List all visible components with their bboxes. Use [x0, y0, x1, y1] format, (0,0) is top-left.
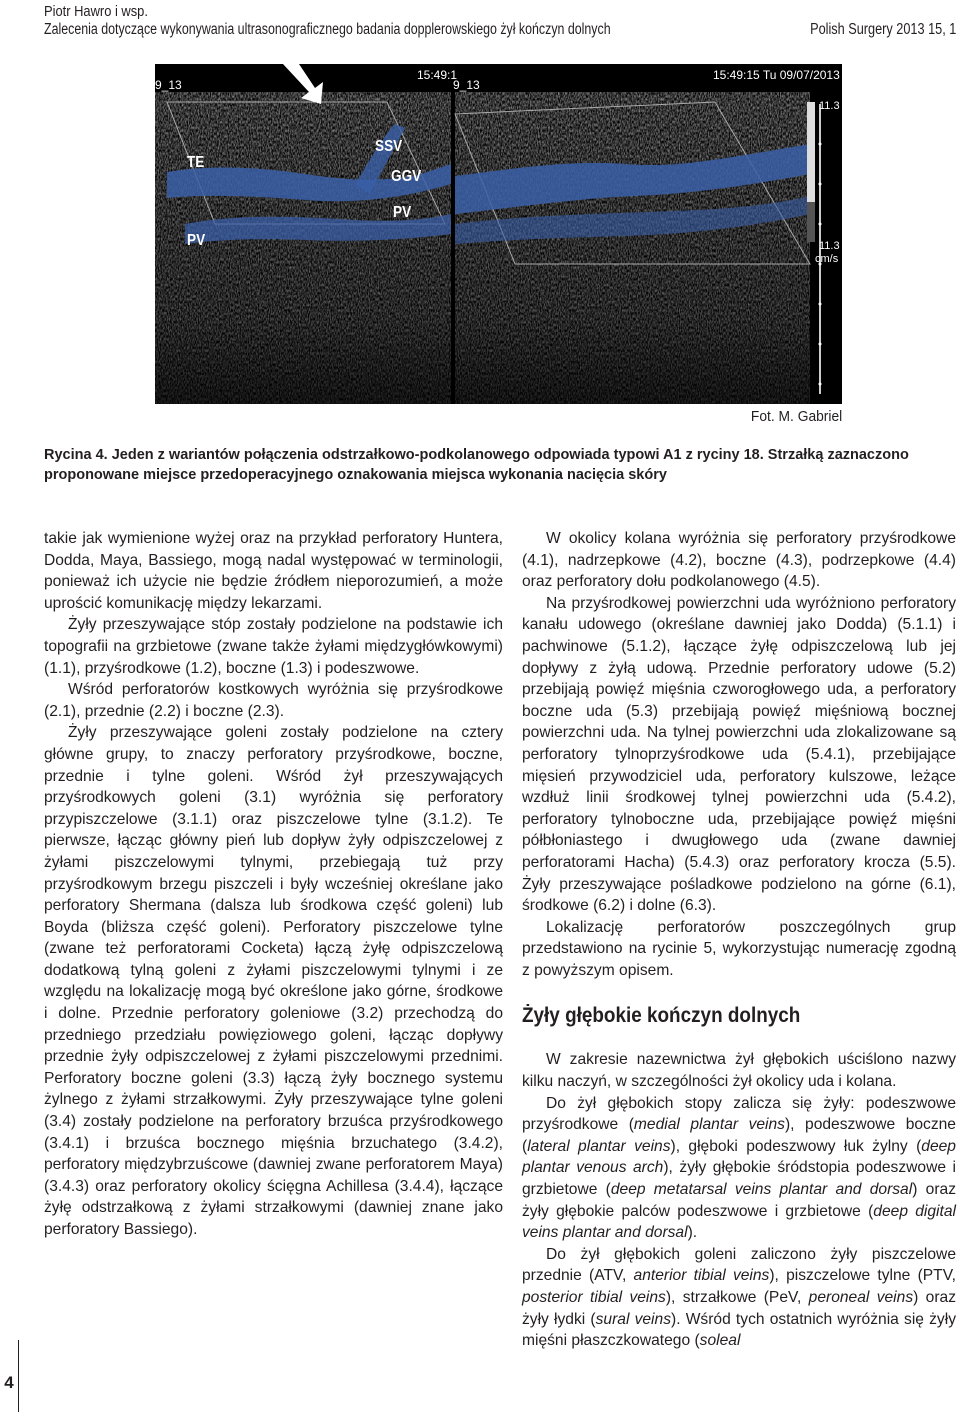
right-paragraph-1: W okolicy kolana wyróżnia się perforatory przyśrodkowe (4.1), nadrzepkowe (4.2), boczne (4.3), podrzepkowe (4.4) oraz perforatory dołu podkolanowego (4.5). [522, 530, 956, 591]
overlay-scale-bottom: 11.3 [819, 240, 840, 252]
header-authors: Piotr Hawro i wsp. [44, 3, 148, 20]
header-article-title: Zalecenia dotyczące wykonywania ultrasonograficznego badania dopplerowskiego żył kończyn dolnych [44, 21, 611, 38]
page-number-rule [18, 1340, 19, 1412]
right-paragraph-6: Do żył głębokich goleni zaliczono żyły piszczelowe przednie (ATV, anterior tibial veins), piszczelowe tylne (PTV, posterior tibial veins), strzałkowe (PeV, peroneal veins) oraz żyły łydki (sural veins). Wśród tych ostatnich wyróżnia się żyły mięśni płaszczkowatego (soleal [522, 1245, 957, 1350]
label-te: TE [187, 154, 205, 171]
ultrasound-figure [155, 64, 842, 404]
caption-label: Rycina 4. [44, 447, 108, 463]
left-paragraph-2: Żyły przeszywające stóp zostały podzielone na podstawie ich topografii na grzbietowe (zwane także żyłami międzygłówkowymi) (1.1), przyśrodkowe (1.2), boczne (1.3) i podeszwowe. [44, 616, 503, 677]
running-header [44, 3, 956, 41]
photo-credit: Fot. M. Gabriel [750, 408, 842, 425]
left-paragraph-3: Wśród perforatorów kostkowych wyróżnia się przyśrodkowe (2.1), przednie (2.2) i boczne (2.3). [44, 681, 503, 720]
label-ssv: SSV [375, 138, 403, 155]
page-number: 4 [4, 1373, 14, 1392]
right-column [522, 528, 956, 1352]
right-paragraph-5: Do żył głębokich stopy zalicza się żyły: podeszwowe przyśrodkowe (medial plantar veins), podeszwowe boczne (lateral plantar veins), głęboki podeszwowy łuk żylny (deep plantar venous arch), żyły głębokie śródstopia podeszwowe i grzbietowe (deep metatarsal veins plantar and dorsal) oraz żyły głębokie palców podeszwowe i grzbietowe (deep digital veins plantar and dorsal). [522, 1094, 956, 1242]
right-paragraph-3: Lokalizację perforatorów poszczególnych grup przedstawiono na rycinie 5, wykorzystując numerację zgodną z powyższym opisem. [522, 918, 956, 979]
overlay-left-id: 9_13 [155, 78, 182, 92]
overlay-left-time: 15:49:1 [417, 68, 458, 82]
label-pv-left: PV [187, 232, 206, 249]
section-heading: Żyły głębokie kończyn dolnych [522, 1004, 801, 1028]
overlay-scale-top: 11.3 [819, 100, 840, 112]
label-ggv: GGV [391, 168, 422, 185]
label-pv-mid: PV [393, 204, 412, 221]
left-paragraph-4: Żyły przeszywające goleni zostały podzielone na cztery główne grupy, to znaczy perforatory przyśrodkowe, boczne, przednie i tylne goleni. Wśród żył przeszywających przyśrodkowych goleni (3.1) wyróżnia się perforatory przypiszczelowe (3.1.1) oraz piszczelowe tylne (3.1.2). Te pierwsze, łącząc główny pień lub dopływ żyły odpiszczelowej z żyłami piszczelowymi tylnymi, przebiegają tuż przy przyśrodkowym brzegu piszczeli i były wcześniej określane jako perforatory Shermana (dalsza lub środkowa część goleni) lub Boyda (bliższa część goleni). Perforatory piszczelowe tylne (zwane też perforatorami Cocketa) łączą żyłę odpiszczelową dodatkową tylną goleni z żyłami piszczelowymi tylnymi i ze względu na lokalizację mogą być określone jako górne, środkowe i dolne. Przednie perforatory goleniowe (3.2) przechodzą do przedniego przedziału powięziowego goleni, łącząc dopływy przednie żyły odpiszczelowej z żyłami piszczelowymi przednimi. Perforatory boczne goleni (3.3) łączą żyły bocznego systemu żylnego z żyłami strzałkowymi. Żyły przeszywające tylne goleni (3.4) zostały podzielone na perforatory brzuśca przyśrodkowego (3.4.1) i brzuśca bocznego mięśnia brzuchatego (3.4.2), perforatory międzybrzuścowe (dawniej zwane perforatorem Maya) (3.4.3) oraz perforatory okolicy ścięgna Achillesa (3.4.4), łączące żyłę odstrzałkową z żyłami strzałkowymi (dawniej znane jako perforatory Bassiego). [44, 724, 503, 1238]
header-journal: Polish Surgery 2013 15, 1 [809, 21, 956, 38]
ultrasound-image [155, 64, 842, 404]
right-paragraph-2: Na przyśrodkowej powierzchni uda wyróżniono perforatory kanału udowego (określane dawniej jako Dodda) (5.1.1) i pachwinowe (5.1.2), łączące żyłę odpiszczelową lub jej dopływy z żyłą udową. Przednie perforatory udowe (5.2) przebijają powięź mięśnia czworogłowego uda, a perforatory boczne uda (5.3) przebijają powięź mięśniową bocznej powierzchni uda. Na tylnej powierzchni uda zlokalizowane są perforatory tylnoprzyśrodkowe uda (5.4.1), przebijające mięsień przywodziciel uda, perforatory kulszowe, leżące wzdłuż linii środkowej tylnej powierzchni uda (5.4.2), perforatory tylnoboczne uda, przebijające powięź mięśni półbłoniastego i dwugłowego uda (zwane dawniej perforatorami Hacha) (5.4.3) oraz perforatory krocza (5.5). Żyły przeszywające pośladkowe podzielono na górne (6.1), środkowe (6.2) i dolne (6.3). [522, 594, 956, 915]
overlay-mid-id: 9_13 [453, 78, 480, 92]
caption-text: Jeden z wariantów połączenia odstrzałkowo-podkolanowego odpowiada typowi A1 z ryciny 18. Strzałką zaznaczono proponowane miejsce przedoperacyjnego oznakowania miejsca wykonania nacięcia skóry [44, 447, 909, 483]
overlay-timestamp: 15:49:15 Tu 09/07/2013 [713, 68, 840, 82]
right-paragraph-4: W zakresie nazewnictwa żył głębokich uściślono nazwy kilku naczyń, w szczególności żył okolicy uda i kolana. [522, 1051, 956, 1091]
figure-caption [44, 445, 956, 485]
overlay-scale-unit: cm/s [815, 253, 839, 265]
left-column [44, 528, 503, 1241]
left-paragraph-1: takie jak wymienione wyżej oraz na przykład perforatory Huntera, Dodda, Maya, Bassiego, mogą nadal występować w terminologii, ponieważ ich użycie nie będzie źródłem nieporozumień, a może uprościć komunikację między lekarzami. [44, 530, 503, 612]
